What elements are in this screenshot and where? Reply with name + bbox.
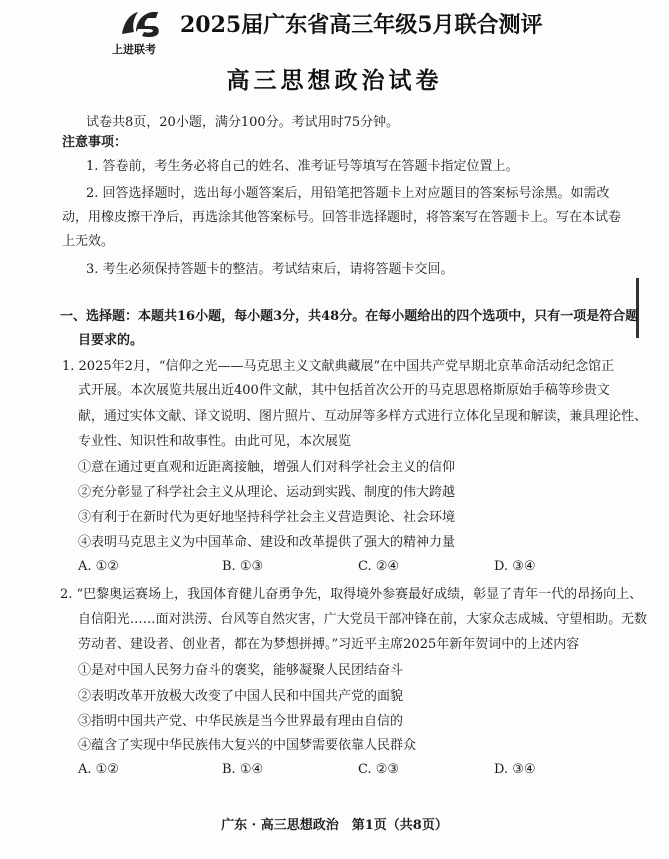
q1-stem-line: 1. 2025年2月，“信仰之光——马克思主义文献典藏展”在中国共产党早期北京革命活动纪念馆正 [62,359,615,374]
q1-statement: ①意在通过更直观和近距离接触，增强人们对科学社会主义的信仰 [78,460,456,475]
notice-item: 3. 考生必须保持答题卡的整洁。考试结束后，请将答题卡交回。 [86,262,454,277]
q2-option-b[interactable]: B. ①④ [222,762,264,777]
q1-statement: ④表明马克思主义为中国革命、建设和改革提供了强大的精神力量 [78,535,456,550]
exam-header-title: 2025届广东省高三年级5月联合测评 [180,12,543,38]
section-heading-cont: 目要求的。 [78,333,144,348]
notice-item: 2. 回答选择题时，选出每小题答案后，用铅笔把答题卡上对应题目的答案标号涂黑。如需改 [86,186,610,201]
logo-icon [118,8,164,38]
q1-statement: ③有利于在新时代为更好地坚持科学社会主义营造舆论、社会环境 [78,510,456,525]
exam-intro: 试卷共8页，20小题，满分100分。考试用时75分钟。 [86,115,400,130]
page-footer: 广东 · 高三思想政治 第1页（共8页） [221,818,448,833]
notice-heading: 注意事项： [62,135,128,150]
section-heading: 一、选择题：本题共16小题，每小题3分，共48分。在每小题给出的四个选项中，只有一项是符合题 [60,309,639,324]
q1-stem-line: 式开展。本次展览共展出近400件文献，其中包括首次公开的马克思恩格斯原始手稿等珍贵文 [78,383,610,398]
q1-option-a[interactable]: A. ①② [78,559,119,574]
q1-option-c[interactable]: C. ②④ [358,559,400,574]
q1-stem-line: 献，通过实体文献、译文说明、图片照片、互动屏等多样方式进行立体化呈现和解读，兼具理论性、 [78,409,648,424]
q2-stem-line: 2. “巴黎奥运赛场上，我国体育健儿奋勇争先，取得境外参赛最好成绩，彰显了青年一代的昂扬向上、 [60,587,643,602]
q2-statement: ④蕴含了实现中华民族伟大复兴的中国梦需要依靠人民群众 [78,738,417,753]
q2-stem-line: 劳动者、建设者、创业者，都在为梦想拼搏。”习近平主席2025年新年贺词中的上述内容 [78,637,580,652]
q2-statement: ②表明改革开放极大改变了中国人民和中国共产党的面貌 [78,689,404,704]
q2-options [78,761,598,779]
logo [112,8,172,56]
q1-statement: ②充分彰显了科学社会主义从理论、运动到实践、制度的伟大跨越 [78,485,456,500]
logo-text: 上进联考 [112,43,156,56]
notice-item: 1. 答卷前，考生务必将自己的姓名、准考证号等填写在答题卡指定位置上。 [86,159,519,174]
q2-option-a[interactable]: A. ①② [78,762,119,777]
q1-stem-line: 专业性、知识性和故事性。由此可见，本次展览 [78,434,352,449]
paper-title: 高三思想政治试卷 [226,67,443,94]
q2-option-c[interactable]: C. ②③ [358,762,400,777]
q2-option-d[interactable]: D. ③④ [494,762,536,777]
q1-option-d[interactable]: D. ③④ [494,559,536,574]
q2-statement: ③指明中国共产党、中华民族是当今世界最有理由自信的 [78,714,404,729]
q1-option-b[interactable]: B. ①③ [222,559,264,574]
notice-item: 动，用橡皮擦干净后，再选涂其他答案标号。回答非选择题时，将答案写在答题卡上。写在本试卷 [62,210,622,225]
notice-item: 上无效。 [62,234,115,249]
q2-statement: ①是对中国人民努力奋斗的褒奖，能够凝聚人民团结奋斗 [78,663,404,678]
q1-options [78,558,598,576]
q2-stem-line: 自信阳光……面对洪涝、台风等自然灾害，广大党员干部冲锋在前，大家众志成城、守望相助。无数 [78,612,648,627]
